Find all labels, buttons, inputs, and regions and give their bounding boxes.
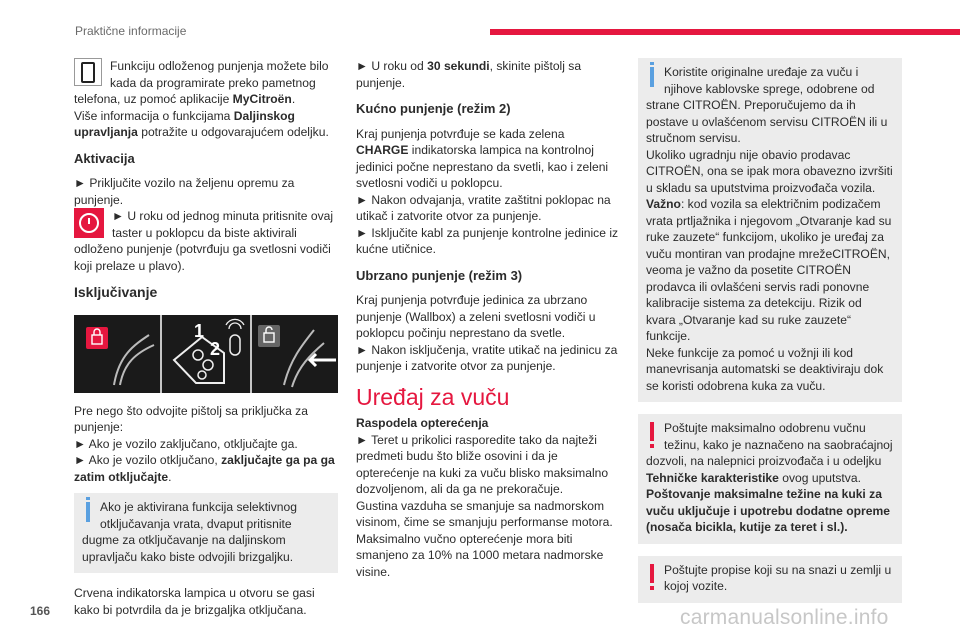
smartphone-icon bbox=[74, 58, 102, 86]
header-accent-bar bbox=[490, 29, 960, 35]
unlock-step-2: ► Ako je vozilo otključano, zaključajte ga pa ga zatim otključajte. bbox=[74, 453, 335, 484]
column-2 bbox=[356, 58, 620, 580]
app-name: MyCitroën bbox=[232, 92, 292, 106]
unlock-step-1: ► Ako je vozilo zaključano, otključajte ga. bbox=[74, 436, 298, 451]
unlock-end-paragraph: Crvena indikatorska lampica u otvoru se gasi kako bi potvrdila da je brizgaljka otključana. bbox=[74, 586, 315, 617]
delayed-charge-button-icon bbox=[74, 208, 104, 238]
unlock-indicator-icon bbox=[258, 325, 280, 347]
unplug-step: ► U roku od 30 sekundi, skinite pištolj sa punjenje. bbox=[356, 59, 582, 90]
remote-control-ref: Daljinskog upravljanja bbox=[74, 108, 295, 139]
arrow-icon bbox=[310, 354, 336, 366]
heading-activation: Aktivacija bbox=[74, 150, 135, 166]
section-title: Praktične informacije bbox=[75, 24, 187, 38]
load-paragraph-1: ► Teret u prikolici rasporedite tako da najteži predmeti budu što bliže osovini i da je opterećenje na kuki za vuču blisko maksimalno dozvoljenom, ali da ga ne prekoračuje. bbox=[356, 432, 609, 496]
key-lock-icon bbox=[226, 319, 244, 355]
heading-home-charging: Kućno punjenje (režim 2) bbox=[356, 101, 511, 116]
red-lock-indicator-icon bbox=[86, 327, 108, 349]
warning-icon bbox=[650, 422, 654, 448]
heading-towbar: Uređaj za vuču bbox=[356, 383, 510, 410]
column-1 bbox=[74, 58, 338, 618]
activation-step-2: ► U roku od jednog minuta pritisnite ovaj taster u poklopcu da biste aktivirali odloženo punjenje (potvrđuju ga svetlosni vodiči koji prelaze u plavo). bbox=[74, 209, 334, 273]
home-charging-2: ► Nakon odvajanja, vratite zaštitni poklopac na utikač i zatvorite otvor za punjenje. bbox=[356, 192, 611, 223]
step-number-1: 1 bbox=[194, 320, 205, 341]
watermark: carmanualsonline.info bbox=[680, 606, 889, 629]
page-number: 166 bbox=[30, 604, 51, 618]
heading-load-distribution: Raspodela opterećenja bbox=[356, 416, 489, 430]
info-icon bbox=[86, 502, 90, 522]
unlock-illustration bbox=[74, 315, 338, 393]
activation-step-1: ► Priključite vozilo na željenu opremu za punjenje. bbox=[74, 176, 295, 207]
info-icon bbox=[650, 67, 654, 87]
unlock-intro: Pre nego što odvojite pištolj sa priključka za punjenje: bbox=[74, 403, 308, 434]
fast-charging-2: ► Nakon isključenja, vratite utikač na jedinicu za punjenje i zatvorite otvor za punjenje. bbox=[356, 342, 618, 373]
heading-unlock: Isključivanje bbox=[74, 284, 158, 300]
info-note: Ako je aktivirana funkcija selektivnog otključavanja vrata, dvaput pritisnite dugme za otključavanje na daljinskom upravljaču kako biste odvojili brizgaljku. bbox=[74, 493, 338, 573]
column-3 bbox=[638, 58, 902, 615]
heading-fast-charging: Ubrzano punjenje (režim 3) bbox=[356, 267, 523, 283]
fast-charging-1: Kraj punjenja potvrđuje jedinica za ubrzano punjenje (Wallbox) a zeleni svetlosni vodiči u poklopcu počinju neprestano da svetle. bbox=[356, 293, 596, 340]
regulations-warning: Poštujte propise koji su na snazi u zemlji u kojoj vozite. bbox=[638, 556, 902, 603]
warning-icon bbox=[650, 564, 654, 590]
towbar-info-note: Koristite originalne uređaje za vuču i njihove kablovske sprege, odobrene od strane CITROËN. Preporučujemo da ih postave u ovlašćenom servisu CITROËN ili u stručnom servisu. Ukoliko ugradnju nije obavio prodavac CITROËN, ona se ipak mora obavezno izvršiti u skladu sa uputstvima proizvođača vozila. Važno: kod vozila sa električnim podizačem vrata prtljažnika i njegovom „Otvaranje kad su ruke zauzete“ funkcijom, ukoliko je uređaj za vuču montiran van prodajne mrežeCITROËN, veoma je važno da posetite CITROËN prodavca ili ovlašćeni servis radi ponovne kalibracije sistema za detekciju. Rizik od kvara „Otvaranje kad su ruke zauzete“ funkcije. Neke funkcije za pomoć u vožnji ili kod manevrisanja automatski se deaktiviraju dok se koristi odobrena kuka za vuču. bbox=[638, 58, 902, 402]
towing-weight-warning: Poštujte maksimalno odobrenu vučnu težinu, kako je naznačeno na saobraćajnoj dozvoli, na nalepnici proizvođača i u odeljku Tehničke karakteristike ovog uputstva. Poštovanje maksimalne težine na kuki za vuču uključuje i upotrebu dodatne opreme (nosača bicikla, kutije za teret i sl.). bbox=[638, 414, 902, 544]
home-charging-3: ► Isključite kabl za punjenje kontrolne jedinice iz kućne utičnice. bbox=[356, 225, 619, 256]
home-charging-1: Kraj punjenja potvrđuje se kada zelena CHARGE indikatorska lampica na kontrolnoj jedinici počne neprestano da svetli, kao i zeleni svetlosni vodiči u poklopcu. bbox=[356, 126, 609, 190]
load-paragraph-2: Gustina vazduha se smanjuje sa nadmorskom visinom, čime se smanjuju performanse motora. Maksimalno vučno opterećenje mora biti smanjeno za 10% na 1000 metara nadmorske visine. bbox=[356, 498, 613, 579]
intro-paragraph: Funkciju odloženog punjenja možete bilo kada da programirate preko pametnog telefona, uz pomoć aplikacije MyCitroën. Više informacija o funkcijama Daljinskog upravljanja potražite u odgovarajućem odeljku. bbox=[74, 59, 329, 139]
step-number-2: 2 bbox=[210, 338, 221, 359]
